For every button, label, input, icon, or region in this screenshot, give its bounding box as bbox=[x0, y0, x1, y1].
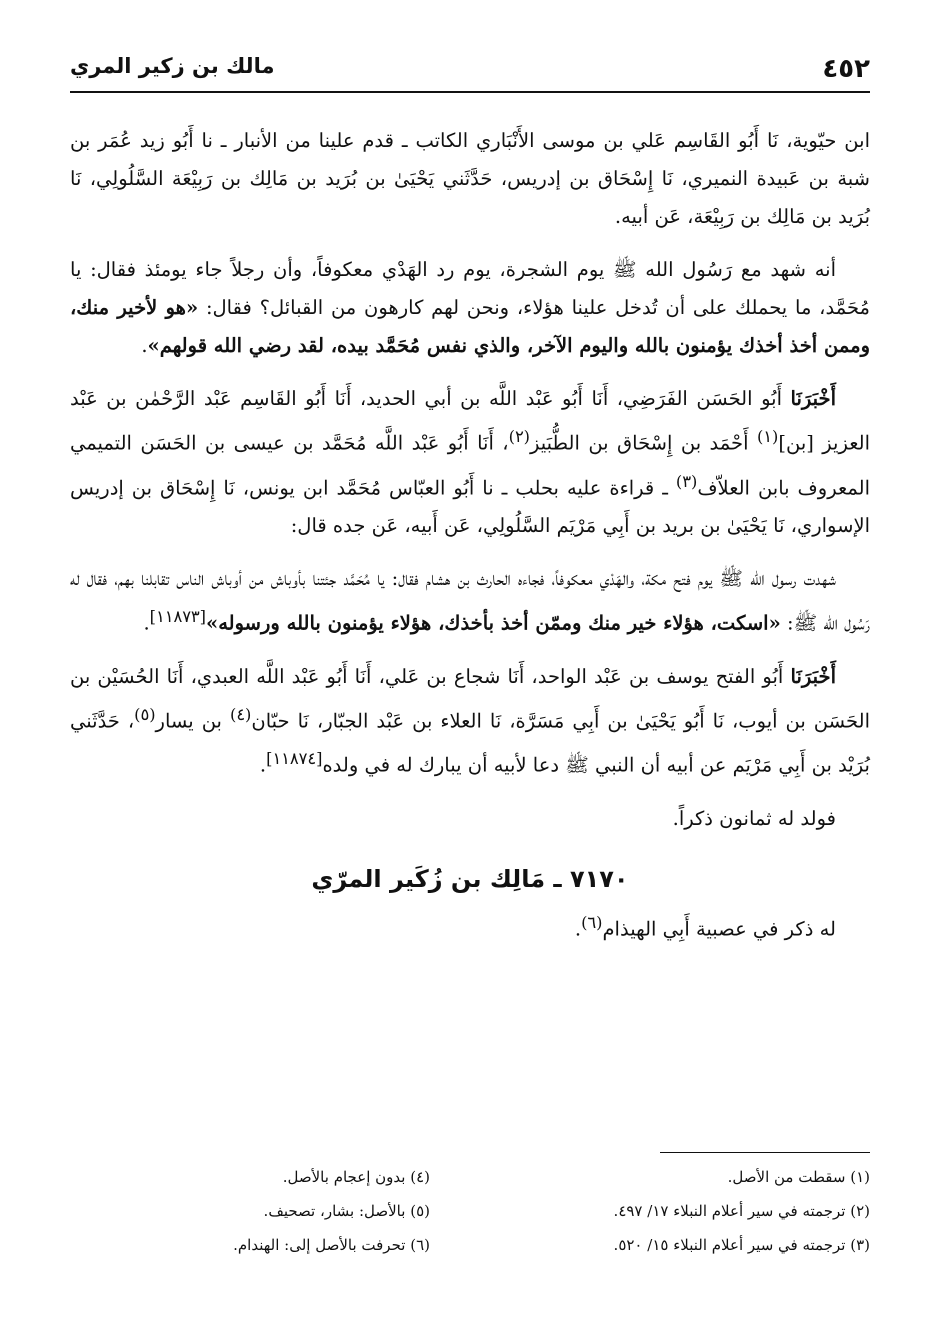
page-number: ٤٥٢ bbox=[822, 54, 870, 84]
footnote-rule bbox=[660, 1152, 870, 1153]
paragraph-isnad-3: أَخْبَرَنَا أَبُو الفتح يوسف بن عَبْد الواحد، أَنَا شجاع بن عَلي، أَنَا أَبُو عَبْد اللَّه العبدي، أَنَا الحُسَيْن بن الحَسَن بن أيوب، نَا أَبُو يَحْيَىٰ بن أَبِي مَسَرَّة، نَا العلاء بن عَبْد الجبّار، نَا حبّان$^{(٤)}$ بن يسار$^{(٥)}$، حَدَّثَني بُرَيْد بن أَبِي مَرْيَم عن أبيه أن النبي ﷺ دعا لأبيه أن يبارك له في ولده[١١٨٧٤]. bbox=[70, 664, 870, 777]
footnote-2: (٢) ترجمته في سير أعلام النبلاء ١٧/ ٤٩٧. bbox=[613, 1202, 870, 1220]
footnote-4: (٤) بدون إعجام بالأصل. bbox=[282, 1168, 430, 1186]
header-rule bbox=[70, 91, 870, 93]
paragraph-isnad-2: أَخْبَرَنَا أَبُو الحَسَن الفَرَضِي، أَنَا أَبُو عَبْد اللَّه بن أبي الحديد، أَنَا أَبُو القَاسِم عَبْد الرَّحْمٰن بن عَبْد العزيز [بن]$^{(١)}$ أَحْمَد بن إِسْحَاق بن الطُّبَيز$^{(٢)}$، أَنَا أَبُو عَبْد اللَّه مُحَمَّد بن عيسى بن الحَسَن التميمي المعروف بابن العلاّف$^{(٣)}$ ـ قراءة عليه بحلب ـ نا أَبُو العبّاس مُحَمَّد ابن يونس، نَا إِسْحَاق بن إدريس الإسواري، نَا يَحْيَىٰ بن بريد بن أَبِي مَرْيَم السَّلُولِي، عَن أَبيه، عَن جده قال: bbox=[70, 387, 870, 537]
footnote-ref-1[interactable]: (١) bbox=[756, 427, 779, 446]
entry-text: له ذكر في عصبية أَبِي الهيذام$^{(٦)}$. bbox=[574, 912, 836, 940]
footnote-ref-4[interactable]: (٤) bbox=[229, 704, 252, 724]
footnotes-left-column bbox=[70, 1160, 430, 1262]
akhbarana-1: أَخْبَرَنَا bbox=[790, 387, 836, 410]
footnote-6: (٦) تحرفت بالأصل إلى: الهندام. bbox=[233, 1236, 430, 1254]
paragraph-isnad-1: ابن حيّوية، نَا أَبُو القَاسِم عَلي بن موسى الأَنْبَاري الكاتب ـ قدم علينا من الأنبار ـ نا أَبُو زيد عُمَر بن شبة بن عَبيدة النميري، نَا إِسْحَاق بن إدريس، حَدَّثَني يَحْيَىٰ بن بُرَيد بن مَالِك بن رَبِيْعَة السَّلُولِي، نَا بُرَيد بن مَالِك بن رَبِيْعَة، عَن أبيه. bbox=[70, 129, 870, 228]
hadith-number-1: [١١٨٧٣] bbox=[149, 607, 206, 626]
footnote-1: (١) سقطت من الأصل. bbox=[727, 1168, 870, 1186]
paragraph-closing: فولد له ثمانون ذكراً. bbox=[672, 806, 836, 830]
footnote-ref-2[interactable]: (٢) bbox=[508, 427, 531, 446]
footnote-5: (٥) بالأصل: بشار، تصحيف. bbox=[263, 1202, 430, 1220]
paragraph-hadith-2: شهدت رسول الله ﷺ يوم فتح مكة، والهَدْي معكوفاً، فجاءه الحارث بن هشام فقال: يا مُحَمَّد جئتنا بأوباش من أوباش الناس تقابلنا بهم، فقال له رَسُول الله ﷺ: «اسكت، هؤلاء خير منك وممّن أخذ بأخذك، هؤلاء يؤمنون بالله ورسوله»[١١٨٧٣]. bbox=[70, 567, 870, 635]
footnote-ref-5[interactable]: (٥) bbox=[134, 704, 156, 724]
hadith-number-2: [١١٨٧٤] bbox=[266, 749, 323, 768]
footnote-ref-6[interactable]: (٦) bbox=[581, 912, 603, 932]
running-title: مالك بن زكير المري bbox=[70, 54, 275, 78]
footnote-3: (٣) ترجمته في سير أعلام النبلاء ١٥/ ٥٢٠. bbox=[613, 1236, 870, 1254]
entry-heading: ٧١٧٠ ـ مَالِك بن زُكَير المرّي bbox=[311, 864, 629, 893]
footnote-ref-3[interactable]: (٣) bbox=[675, 471, 698, 491]
akhbarana-2: أَخْبَرَنَا bbox=[790, 664, 836, 688]
page-header bbox=[70, 48, 870, 88]
footnotes-right-column bbox=[470, 1160, 870, 1262]
paragraph-hadith-1: أنه شهد مع رَسُول الله ﷺ يوم الشجرة، يوم رد الهَدْي معكوفاً، وأن رجلاً جاء يومئذ فقال: يا مُحَمَّد، ما يحملك على أن تُدخل علينا هؤلاء، ونحن لهم كارهون من القبائل؟ فقال: «هو لأخير منك، وممن أخذ أخذك يؤمنون بالله واليوم الآخر، والذي نفس مُحَمَّد بيده، لقد رضي الله قولهم». bbox=[70, 258, 870, 357]
main-text bbox=[70, 122, 870, 963]
